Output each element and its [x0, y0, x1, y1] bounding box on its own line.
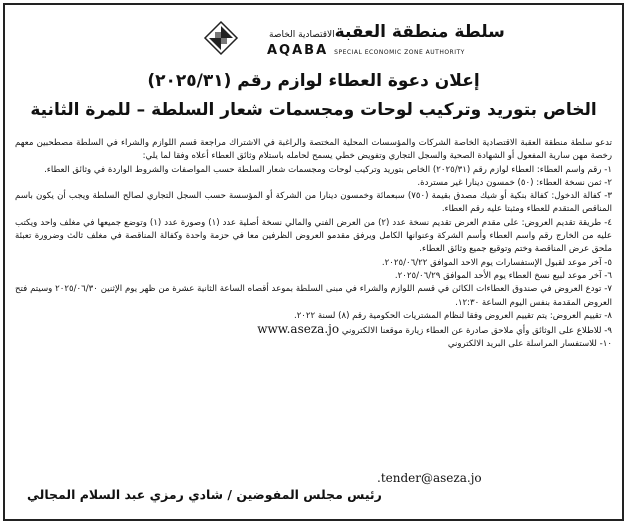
- email-link[interactable]: .tender@aseza.jo: [377, 471, 482, 485]
- list-item: ٢- ثمن نسخة العطاء: (٥٠) خمسون دينارا غير مستردة.: [417, 177, 612, 188]
- website-link[interactable]: www.aseza.jo: [257, 322, 340, 337]
- list-item-website: ٩- للاطلاع على الوثائق وأي ملاحق صادرة عن العطاء زيارة موقعنا الالكتروني www.aseza.jo: [257, 322, 612, 337]
- aqaba-logo: [5, 10, 622, 70]
- list-item: ٥- آخر موعد لقبول الإستفسارات يوم الاحد الموافق ٢٠٢٥/٠٦/٢٢.: [381, 257, 612, 268]
- list-item: ٤- طريقة تقديم العروض: على مقدم العرض تقديم نسخة عدد (٢) من العرض الفني والمالي نسخة أصلية عدد (١) وصورة عدد (١) وتوضع جميعها في مغلف واحد ويكتب عليه من الخارج رقم واسم العطاء وأسم الشركة وعنوانها الكامل ويرفق مقدمو العروض الظرفين معا في حزمة واحدة وكفالة المناقصة في مغلف ثالث وضرورة تعبئة ملحق عرض المناقصة وختم وتوقيع جميع وثائق العطاء.: [15, 217, 612, 255]
- list-item: ٧- تودع العروض في صندوق العطاءات الكائن في قسم اللوازم والشراء في مبنى السلطة بموعد أقصاه الساعة الثانية عشرة من ظهر يوم الإثنين ٢٠٢٥/٠٦/٣٠ وسيتم فتح العروض المقدمة بنفس اليوم الساعة ١٢:٣٠.: [15, 284, 613, 308]
- tender-announcement: [3, 3, 624, 521]
- signature: رئيس مجلس المفوضين / شادي رمزي عبد السلام المجالي: [27, 487, 382, 502]
- intro-paragraph: تدعو سلطة منطقة العقبة الاقتصادية الخاصة الشركات والمؤسسات المحلية المختصة والراغبة في الاشتراك مراجعة قسم اللوازم والشراء في السلطة مصطحبين معهم رخصة مهن سارية المفعول أو الشهادة الصحية والسجل التجاري وتفويض خطي يسمح لحامله باستلام وثائق العطاء أعلاه وفقا لما يلي:: [15, 138, 612, 162]
- list-item: ١٠- للاستفسار المراسلة على البريد الالكتروني: [447, 339, 612, 350]
- logo-english: AQABA SPECIAL ECONOMIC ZONE AUTHORITY: [267, 43, 465, 58]
- announcement-subtitle: الخاص بتوريد وتركيب لوحات ومجسمات شعار السلطة – للمرة الثانية: [30, 100, 597, 120]
- list-item: ٣- كفالة الدخول: كفالة بنكية أو شيك مصدق بقيمة (٧٥٠) سبعمائة وخمسون دينارا من الشركة أو المؤسسة حسب السجل التجاري لصالح السلطة ويجب أن يكون باسم المناقص المتقدم للعطاء ومثبتا عليه رقم العطاء.: [15, 191, 612, 215]
- announcement-body: [15, 137, 612, 352]
- list-item: ٨- تقييم العروض: يتم تقييم العروض وفقا لنظام المشتريات الحكومية رقم (٨) لسنة ٢٠٢٢.: [293, 310, 612, 321]
- announcement-title: إعلان دعوة العطاء لوازم رقم (٢٠٢٥/٣١): [147, 71, 480, 91]
- list-item: ١- رقم واسم العطاء: العطاء لوازم رقم (٢٠٢٥/٣١) الخاص بتوريد وتركيب لوحات ومجسمات شعار السلطة حسب المواصفات والشروط الواردة في وثائق العطاء.: [44, 164, 612, 175]
- logo-arabic: سلطة منطقة العقبةالاقتصادية الخاصة: [269, 22, 505, 42]
- aqaba-emblem-icon: [203, 20, 239, 56]
- list-item: ٦- آخر موعد لبيع نسخ العطاء يوم الأحد الموافق ٢٠٢٥/٠٦/٢٩.: [394, 270, 612, 281]
